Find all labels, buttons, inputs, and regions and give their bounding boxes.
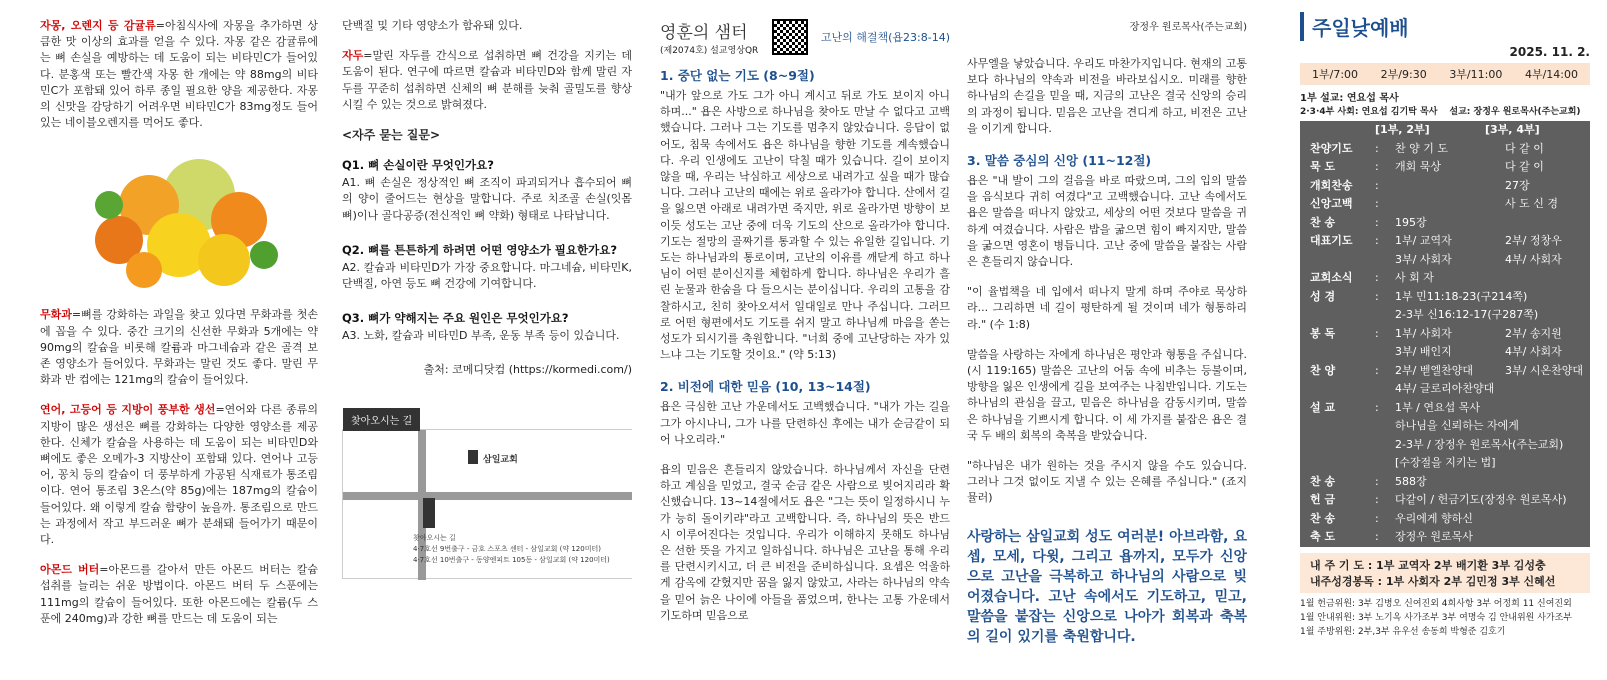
order-row — [1300, 158, 1590, 177]
almond-title: 아몬드 버터 — [40, 563, 100, 577]
order-value: 195장 — [1395, 215, 1427, 229]
order-value-2: 다 같 이 — [1505, 160, 1544, 173]
order-sep — [1375, 454, 1395, 473]
order-value: 1부 / 연요섭 목사 — [1395, 400, 1480, 414]
order-row — [1300, 288, 1590, 307]
fig-text: =뼈를 강화하는 과일을 찾고 있다면 무화과를 첫손에 꼽을 수 있다. 중간 크기의 신선한 무화과 5개에는 약 90mg의 칼슘을 비롯해 칼륨과 마그네슘과 같은 골격 보존 영양소가 들어있다. 무화과는 말린 것도 좋다. 말린 무화과 반 컵에는 121mg의 칼슘이 들어있다. — [40, 308, 318, 387]
order-row — [1300, 214, 1590, 233]
order-value: 2부/ 벧엘찬양대 — [1395, 363, 1473, 377]
order-row — [1300, 177, 1590, 196]
order-sep: : — [1375, 289, 1379, 303]
host-text: 2·3·4부 사회: 연요섭 김기탁 목사 — [1300, 107, 1438, 117]
scripture-quote: "이 율법책을 네 입에서 떠나지 말게 하며 주야로 묵상하라... 그리하면 네 길이 평탄하게 될 것이며 네가 형통하리라." (수 1:8) — [967, 285, 1247, 331]
order-value-2: 2부/ 송지원 — [1505, 326, 1562, 340]
order-value-2: 3부/ 시온찬양대 — [1505, 363, 1583, 377]
order-row — [1300, 251, 1590, 270]
order-value-2: 사 도 신 경 — [1505, 197, 1558, 210]
sermon-header — [660, 18, 950, 56]
order-key: 설 교 — [1310, 400, 1336, 414]
prune-title: 자두 — [342, 49, 364, 63]
order-key — [1310, 306, 1375, 325]
order-key — [1310, 343, 1375, 362]
health-column-1 — [40, 18, 318, 680]
qr-code-icon[interactable] — [772, 19, 808, 55]
almond-text: =아몬드를 갈아서 만든 아몬드 버터는 칼슘 섭취를 늘리는 쉬운 방법이다. 아몬드 버터 두 스푼에는 111mg의 칼슘이 들어있다. 또한 아몬드에는 칼륨(두 스푼에 240mg)과 강한 뼈를 만드는 데 도움이 되는 — [40, 563, 318, 625]
order-row — [1300, 195, 1590, 214]
citrus-fruit-image — [79, 145, 279, 295]
order-value: [수장절을 지키는 법] — [1395, 456, 1496, 469]
continued-text: 단백질 및 기타 영양소가 함유돼 있다. — [342, 19, 523, 32]
order-value — [1395, 177, 1505, 196]
point-3-text: 욥은 "내 발이 그의 걸음을 바로 따랐으며, 그의 입의 말씀을 음식보다 귀히 여겼다"고 고백했습니다. 고난 속에서도 욥은 말씀을 떠나지 않았고, 세상의 어떤 것보다 말씀을 귀하게 여겼습니다. 사람은 밥을 굶으면 힘이 빠지지만, 말씀을 굶으면 영혼이 병듭니다. 고난 중에 말씀을 붙잡는 사람은 흔들리지 않습니다. — [967, 174, 1247, 269]
almond-paragraph — [40, 562, 318, 627]
header-12: [1부, 2부] — [1375, 123, 1430, 136]
faq-a2: A2. 칼슘과 비타민D가 가장 중요합니다. 마그네슘, 비타민K, 단백질, 아연 등도 뼈 건강에 기여합니다. — [342, 260, 632, 291]
order-sep: : — [1375, 215, 1379, 229]
order-row — [1300, 491, 1590, 510]
order-key: 묵 도 — [1310, 160, 1336, 173]
order-value: 1부 민11:18-23(구214쪽) — [1395, 289, 1528, 303]
point-1-heading: 1. 중단 없는 기도 (8~9절) — [660, 68, 815, 83]
continued-sermon: 사무엘을 낳았습니다. 우리도 마찬가지입니다. 현재의 고통보다 하나님의 약속과 비전을 바라보십시오. 미래를 향한 하나님의 손길을 믿을 때, 지금의 고난은 결국 신앙의 승리의 과정이 됩니다. 믿음은 고난을 견디게 하고, 비전은 고난을 이기게 합니다. — [967, 57, 1247, 135]
order-value-2: 27장 — [1505, 178, 1530, 192]
order-sep — [1375, 436, 1395, 455]
order-sep: : — [1375, 511, 1379, 525]
time-4: 4부/14:00 — [1524, 68, 1578, 81]
order-value: 찬 양 기 도 — [1395, 141, 1448, 155]
map-note-title: 찾아오시는 길 — [413, 533, 456, 542]
order-header — [1300, 121, 1590, 140]
order-value: 우리에게 향하신 — [1395, 511, 1473, 525]
order-key: 신앙고백 — [1310, 197, 1353, 210]
order-row — [1300, 528, 1590, 547]
order-sep: : — [1375, 141, 1379, 155]
reading-line: 내주성경봉독 : 1부 사회자 2부 김민정 3부 신혜선 — [1310, 574, 1556, 588]
fish-text: =연어와 다른 종류의 지방이 많은 생선은 뼈를 강화하는 다양한 영양소를 제공한다. 신체가 칼슘을 사용하는 데 도움이 되는 비타민D와 뼈에도 좋은 오메가-3 지방산이 포함돼 있다. 연어나 고등어, 꽁치 등의 칼슘이 더 풍부하게 가공된 식재료가 통조림이다. 연어 통조림 3온스(약 85g)에는 187mg의 칼슘이 들어있다. 왜 이렇게 칼슘 함량이 높을까. 통조림으로 만드는 과정에서 작고 부드러운 뼈가 분쇄돼 들어가기 때문이다. — [40, 403, 318, 547]
duty-notes — [1300, 597, 1590, 639]
fig-title: 무화과 — [40, 308, 72, 322]
map-note-1: 4·7호선 9번출구 - 금호 스포츠 센터 - 삼일교회 (약 120미터) — [413, 544, 601, 553]
point-2-text: 욥의 믿음은 흔들리지 않았습니다. 하나님께서 자신을 단련하고 계심을 믿었고, 결국 순금 같은 사람으로 빚어지리라 확신했습니다. 13~14절에서도 욥은 "그는 뜻이 일정하시니 누가 능히 돌이키랴"라고 고백합니다. 즉, 하나님의 뜻은 반드시 이루어진다는 것입니다. 우리가 이해하지 못해도 하나님은 선한 뜻을 가지고 일하십니다. 하나님은 고난을 통해 우리를 단련시키시고, 더 큰 비전을 준비하십니다. 요셉은 억울하게 감옥에 갇혔지만 꿈을 잃지 않았고, 사라는 하나님의 약속을 믿어 늙은 나이에 아들을 품었으며, 한나는 고통 가운데서 기도하며 믿음으로 — [660, 463, 950, 622]
order-key: 헌 금 — [1310, 493, 1336, 506]
order-value: 1부/ 교역자 — [1395, 234, 1452, 247]
brand-title: 영훈의 샘터 — [660, 23, 748, 43]
order-key: 봉 독 — [1310, 326, 1336, 340]
duty-2: 1월 안내위원: 3부 노기옥 사가조부 3부 여명숙 김 안내위원 사가조부 — [1300, 612, 1573, 623]
time-3: 3부/11:00 — [1449, 68, 1503, 81]
duty-1: 1월 헌금위원: 3부 김병오 신여진외 4희사항 3부 어정희 11 신여진외 — [1300, 598, 1572, 609]
order-value: 하나님을 신뢰하는 자에게 — [1395, 419, 1519, 432]
point-3-heading: 3. 말씀 중심의 신앙 (11~12절) — [967, 153, 1152, 169]
order-value: 개회 묵상 — [1395, 160, 1442, 173]
faq-a1: A1. 뼈 손실은 정상적인 뼈 조직이 파괴되거나 흡수되어 뼈의 양이 줄어드는 현상을 말합니다. 주로 치조골 손실(잇몸 뼈)이나 골다공증(전신적인 뼈 약화) 형태로 나타납니다. — [342, 176, 632, 222]
order-sep: : — [1375, 530, 1379, 543]
order-sep: : — [1375, 326, 1379, 340]
map-church-label: 삼일교회 — [483, 454, 518, 465]
order-key — [1310, 454, 1375, 473]
order-key: 축 도 — [1310, 530, 1336, 543]
order-value: 3부/ 배인지 — [1395, 345, 1452, 358]
order-row — [1300, 380, 1590, 399]
order-row — [1300, 325, 1590, 344]
order-value-2: 다 같 이 — [1505, 141, 1544, 155]
order-value-2: 4부/ 사회자 — [1505, 345, 1562, 358]
sermon-title: 고난의 해결책(욥23:8-14) — [820, 31, 950, 44]
preacher-note: 1부 설교: 연요섭 목사 — [1300, 93, 1399, 104]
order-row — [1300, 399, 1590, 418]
order-key — [1310, 436, 1375, 455]
order-key — [1310, 417, 1375, 436]
order-sep: : — [1375, 271, 1379, 284]
order-value — [1395, 195, 1505, 214]
order-value: 3부/ 사회자 — [1395, 252, 1452, 266]
order-sep: : — [1375, 493, 1379, 506]
worship-order — [1300, 12, 1590, 680]
faq-q1: Q1. 뼈 손실이란 무엇인가요? — [342, 158, 494, 173]
order-key — [1310, 380, 1375, 399]
order-row — [1300, 362, 1590, 381]
order-key — [1310, 251, 1375, 270]
order-sep — [1375, 417, 1395, 436]
order-sep: : — [1375, 363, 1379, 377]
source-text: 출처: 코메디닷컴 (https://kormedi.com/) — [423, 363, 632, 377]
order-value: 다같이 / 헌금기도(장정우 원로목사) — [1395, 493, 1567, 506]
faq-q2: Q2. 뼈를 튼튼하게 하려면 어떤 영양소가 필요한가요? — [342, 242, 618, 257]
order-key: 찬 송 — [1310, 215, 1336, 229]
point-3-text-2: 말씀을 사랑하는 자에게 하나님은 평안과 형통을 주십니다. (시 119:165) 말씀은 고난의 어둠 속에 비추는 등불이며, 방향을 잃은 인생에게 길을 보여주는 나침반입니다. 기도는 하나님의 관심을 끌고, 믿음은 하나님을 감동시키며, 말씀은 하나님을 기쁘시게 합니다. 이 세 가지를 붙잡은 욥은 결국 두 배의 회복의 축복을 받았습니다. — [967, 347, 1247, 442]
order-sep — [1375, 251, 1395, 270]
order-value: 사 회 자 — [1395, 271, 1434, 284]
orange-text: =아침식사에 자몽을 추가하면 상큼한 맛 이상의 효과를 얻을 수 있다. 자몽 같은 감귤류에는 뼈 손실을 예방하는 데 도움이 되는 비타민C가 들어있다. 분홍색 또는 빨간색 자몽 한 개에는 약 88mg의 비타민C가 포함돼 있어 하루 종일 필요한 양을 제공한다. 자몽의 신맛을 감당하기 어려우면 비타민C가 83mg정도 들어있는 네이블오렌지를 먹어도 좋다. — [40, 19, 318, 130]
faq-a3: A3. 노화, 칼슘과 비타민D 부족, 운동 부족 등이 있습니다. — [342, 329, 620, 343]
worship-date: 2025. 11. 2. — [1509, 45, 1590, 59]
order-row — [1300, 510, 1590, 529]
order-key: 성 경 — [1310, 289, 1336, 303]
prune-paragraph — [342, 48, 632, 113]
order-sep: : — [1375, 178, 1379, 192]
order-row — [1300, 306, 1590, 325]
issue-text: (제2074호) 설교영상QR — [660, 46, 759, 56]
order-key: 개회찬송 — [1310, 178, 1353, 192]
sermon-column-2 — [967, 18, 1247, 680]
map-title: 찾아오시는 길 — [343, 408, 420, 431]
order-row — [1300, 417, 1590, 436]
order-sep — [1375, 380, 1395, 399]
duty-3: 1월 주방위원: 2부,3부 유우선 송동희 박형준 김호기 — [1300, 626, 1506, 637]
order-row — [1300, 436, 1590, 455]
order-row — [1300, 140, 1590, 159]
sermon-column-1 — [660, 18, 950, 680]
order-value: 장정우 원로목사 — [1395, 530, 1473, 543]
worship-title: 주일낮예배 — [1300, 12, 1590, 41]
header-34: [3부, 4부] — [1485, 123, 1540, 136]
fish-paragraph — [40, 402, 318, 548]
order-row — [1300, 343, 1590, 362]
order-key: 찬 송 — [1310, 511, 1336, 525]
order-key: 대표기도 — [1310, 234, 1353, 247]
point-2-quote: 욥은 극심한 고난 가운데서도 고백했습니다. "내가 가는 길을 그가 아시나니, 그가 나를 단련하신 후에는 내가 순금같이 되어 나오리라." — [660, 400, 950, 446]
orange-paragraph — [40, 18, 318, 131]
order-row — [1300, 269, 1590, 288]
order-key: 찬양기도 — [1310, 141, 1353, 155]
service-times — [1300, 63, 1590, 85]
order-value: 588장 — [1395, 474, 1427, 488]
order-value-2: 4부/ 사회자 — [1505, 252, 1562, 266]
order-row — [1300, 473, 1590, 492]
prayer-line: 내 주 기 도 : 1부 교역자 2부 배기환 3부 김성충 — [1310, 558, 1546, 572]
closing-message: 사랑하는 삼일교회 성도 여러분! 아브라함, 요셉, 모세, 다윗, 그리고 욥까지, 모두가 신앙으로 고난을 극복하고 하나님의 사람으로 빚어졌습니다. 고난 속에서도 기도하고, 믿고, 말씀을 붙잡는 신앙으로 나아가 회복과 축복의 길이 있기를 축원합니다. — [967, 528, 1247, 645]
order-value-2: 2부/ 정창우 — [1505, 234, 1562, 247]
order-sep: : — [1375, 400, 1379, 414]
church-map — [342, 415, 632, 579]
point-2-heading: 2. 비전에 대한 믿음 (10, 13~14절) — [660, 379, 871, 395]
order-value: 2-3부 신16:12-17(구287쪽) — [1395, 308, 1539, 321]
point-1-text: "내가 앞으로 가도 그가 아니 계시고 뒤로 가도 보이지 아니하며..." 욥은 사방으로 하나님을 찾아도 만날 수 없다고 고백했습니다. 그러나 그는 기도를 멈추지 않았습니다. 응답이 없어도, 침묵 속에서도 욥은 하나님을 향한 기도를 계속했습니다. 우리 인생에도 고난이 닥칠 때가 있습니다. 길이 보이지 않을 때, 우리는 낙심하고 세상으로 내려가고 싶을 때가 많습니다. 그러나 고난의 때에는 위로 올라가야 합니다. 산에서 길을 잃으면 아래로 내려가면 죽지만, 위로 올라가면 방향이 보이듯 성도는 고난 중에 더욱 기도의 산으로 올라가야 합니다. 기도는 절망의 골짜기를 통과할 수 있는 유일한 길입니다. 기도는 하나님과의 통로이며, 고난의 이유를 깨닫게 하고 하나님이 어떤 분이신지를 체험하게 합니다. 하나님은 우리가 흘린 눈물과 한숨을 다 들으시는 분이십니다. 우리의 고통을 감찰하시고, 친히 찾아오셔서 일대일로 만나 주십니다. 그러므로 어떤 형편에서도 기도를 쉬지 말고 하나님께 마음을 쏟는 성도가 되시기를 축원합니다. "너희 중에 고난당하는 자가 있느냐 그는 기도할 것이요." (약 5:13) — [660, 89, 950, 362]
order-value: 4부/ 글로리아찬양대 — [1395, 382, 1495, 395]
prayer-footer — [1300, 553, 1590, 593]
order-sep: : — [1375, 197, 1379, 210]
order-sep: : — [1375, 234, 1379, 247]
order-key: 찬 양 — [1310, 363, 1336, 377]
order-value: 1부/ 사회자 — [1395, 326, 1452, 340]
order-sep — [1375, 343, 1395, 362]
order-row — [1300, 232, 1590, 251]
order-sep: : — [1375, 474, 1379, 488]
order-panel — [1300, 121, 1590, 547]
pastor-name: 장정우 원로목사(주는교회) — [1129, 22, 1247, 33]
fish-title: 연어, 고등어 등 지방이 풍부한 생선 — [40, 403, 216, 417]
time-2: 2부/9:30 — [1380, 68, 1427, 81]
order-row — [1300, 454, 1590, 473]
map-note-2: 4·7호선 10번출구 - 동양엔피트 105동 - 삼일교회 (약 120미터) — [413, 555, 610, 564]
prune-text: =말린 자두를 간식으로 섭취하면 뼈 건강을 지키는 데 도움이 된다. 연구에 따르면 칼슘과 비타민D와 함께 말린 자두를 꾸준히 섭취하면 신체의 뼈 분해를 늦춰 골밀도를 향상시킬 수 있는 것으로 밝혀졌다. — [342, 49, 632, 111]
order-key: 교회소식 — [1310, 271, 1353, 284]
faq-heading: <자주 묻는 질문> — [342, 128, 441, 143]
order-sep: : — [1375, 160, 1379, 173]
sermon-note: 설교: 장정우 원로목사(주는교회) — [1449, 107, 1581, 117]
order-key: 찬 송 — [1310, 474, 1336, 488]
fig-paragraph — [40, 307, 318, 388]
muller-quote: "하나님은 내가 원하는 것을 주시지 않을 수도 있습니다. 그러나 그것 없이도 지낼 수 있는 은혜를 주십니다." (죠지 뮬러) — [967, 459, 1247, 505]
order-value: 2-3부 / 장정우 원로목사(주는교회) — [1395, 437, 1564, 451]
health-column-2 — [342, 18, 632, 680]
orange-title: 자몽, 오렌지 등 감귤류 — [40, 19, 156, 32]
host-note — [1300, 104, 1590, 117]
faq-q3: Q3. 뼈가 약해지는 주요 원인은 무엇인가요? — [342, 311, 569, 326]
time-1: 1부/7:00 — [1312, 68, 1359, 81]
order-sep — [1375, 306, 1395, 325]
